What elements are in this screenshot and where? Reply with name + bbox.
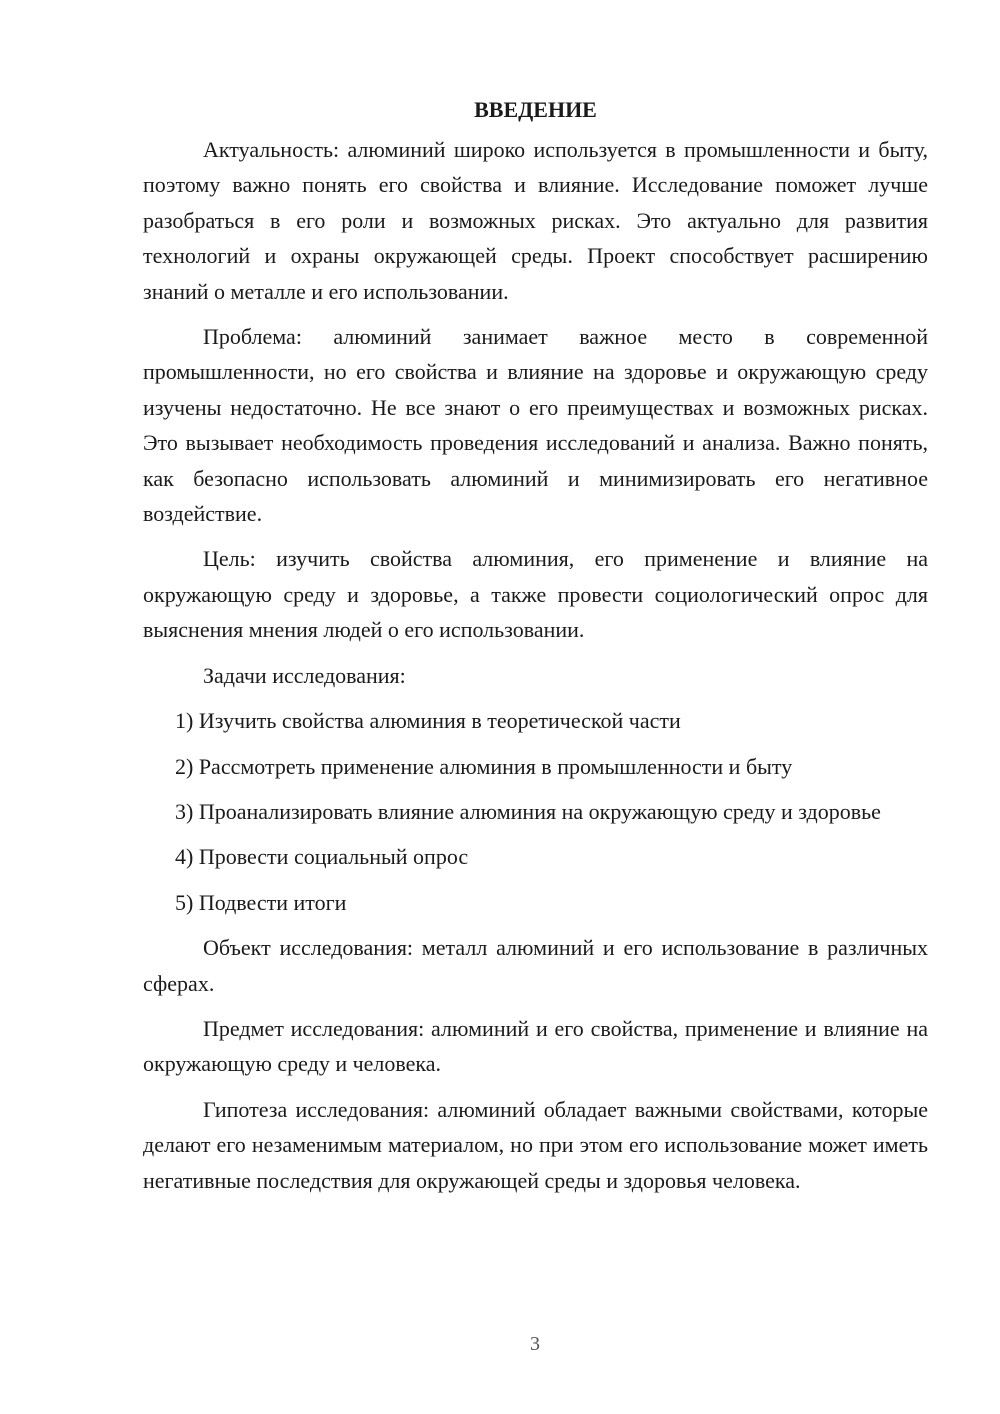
paragraph-goal: Цель: изучить свойства алюминия, его применение и влияние на окружающую среду и здоровье, а также провести социологический опрос для выяснения мнения людей о его использовании. xyxy=(143,546,928,643)
paragraph-relevance: Актуальность: алюминий широко используется в промышленности и быту, поэтому важно понять его свойства и влияние. Исследование поможет лучше разобраться в его роли и возможных рисках. Это актуально для развития технологий и охраны окружающей среды. Проект способствует расширению знаний о металле и его использовании. xyxy=(143,137,928,304)
paragraph-hypothesis: Гипотеза исследования: алюминий обладает важными свойствами, которые делают его незаменимым материалом, но при этом его использование может иметь негативные последствия для окружающей среды и здоровья человека. xyxy=(143,1096,928,1193)
document-page xyxy=(143,88,928,1208)
paragraph-problem: Проблема: алюминий занимает важное место в современной промышленности, но его свойства и влияние на здоровье и окружающую среду изучены недостаточно. Не все знают о его преимуществах и возможных рисках. Это вызывает необходимость проведения исследований и анализа. Важно понять, как безопасно использовать алюминий и минимизировать его негативное воздействие. xyxy=(143,324,928,527)
section-title: ВВЕДЕНИЕ xyxy=(474,97,597,122)
paragraph-subject: Предмет исследования: алюминий и его свойства, применение и влияние на окружающую среду и человека. xyxy=(143,1015,928,1077)
paragraph-object: Объект исследования: металл алюминий и его использование в различных сферах. xyxy=(143,935,928,996)
task-item-5: 5) Подвести итоги xyxy=(175,889,347,915)
tasks-heading: Задачи исследования: xyxy=(203,662,406,688)
task-item-1: 1) Изучить свойства алюминия в теоретической части xyxy=(175,708,681,734)
task-item-3: 3) Проанализировать влияние алюминия на окружающую среду и здоровье xyxy=(175,798,881,824)
task-item-4: 4) Провести социальный опрос xyxy=(175,844,469,870)
page-number: 3 xyxy=(530,1333,540,1355)
task-item-2: 2) Рассмотреть применение алюминия в промышленности и быту xyxy=(175,753,793,779)
